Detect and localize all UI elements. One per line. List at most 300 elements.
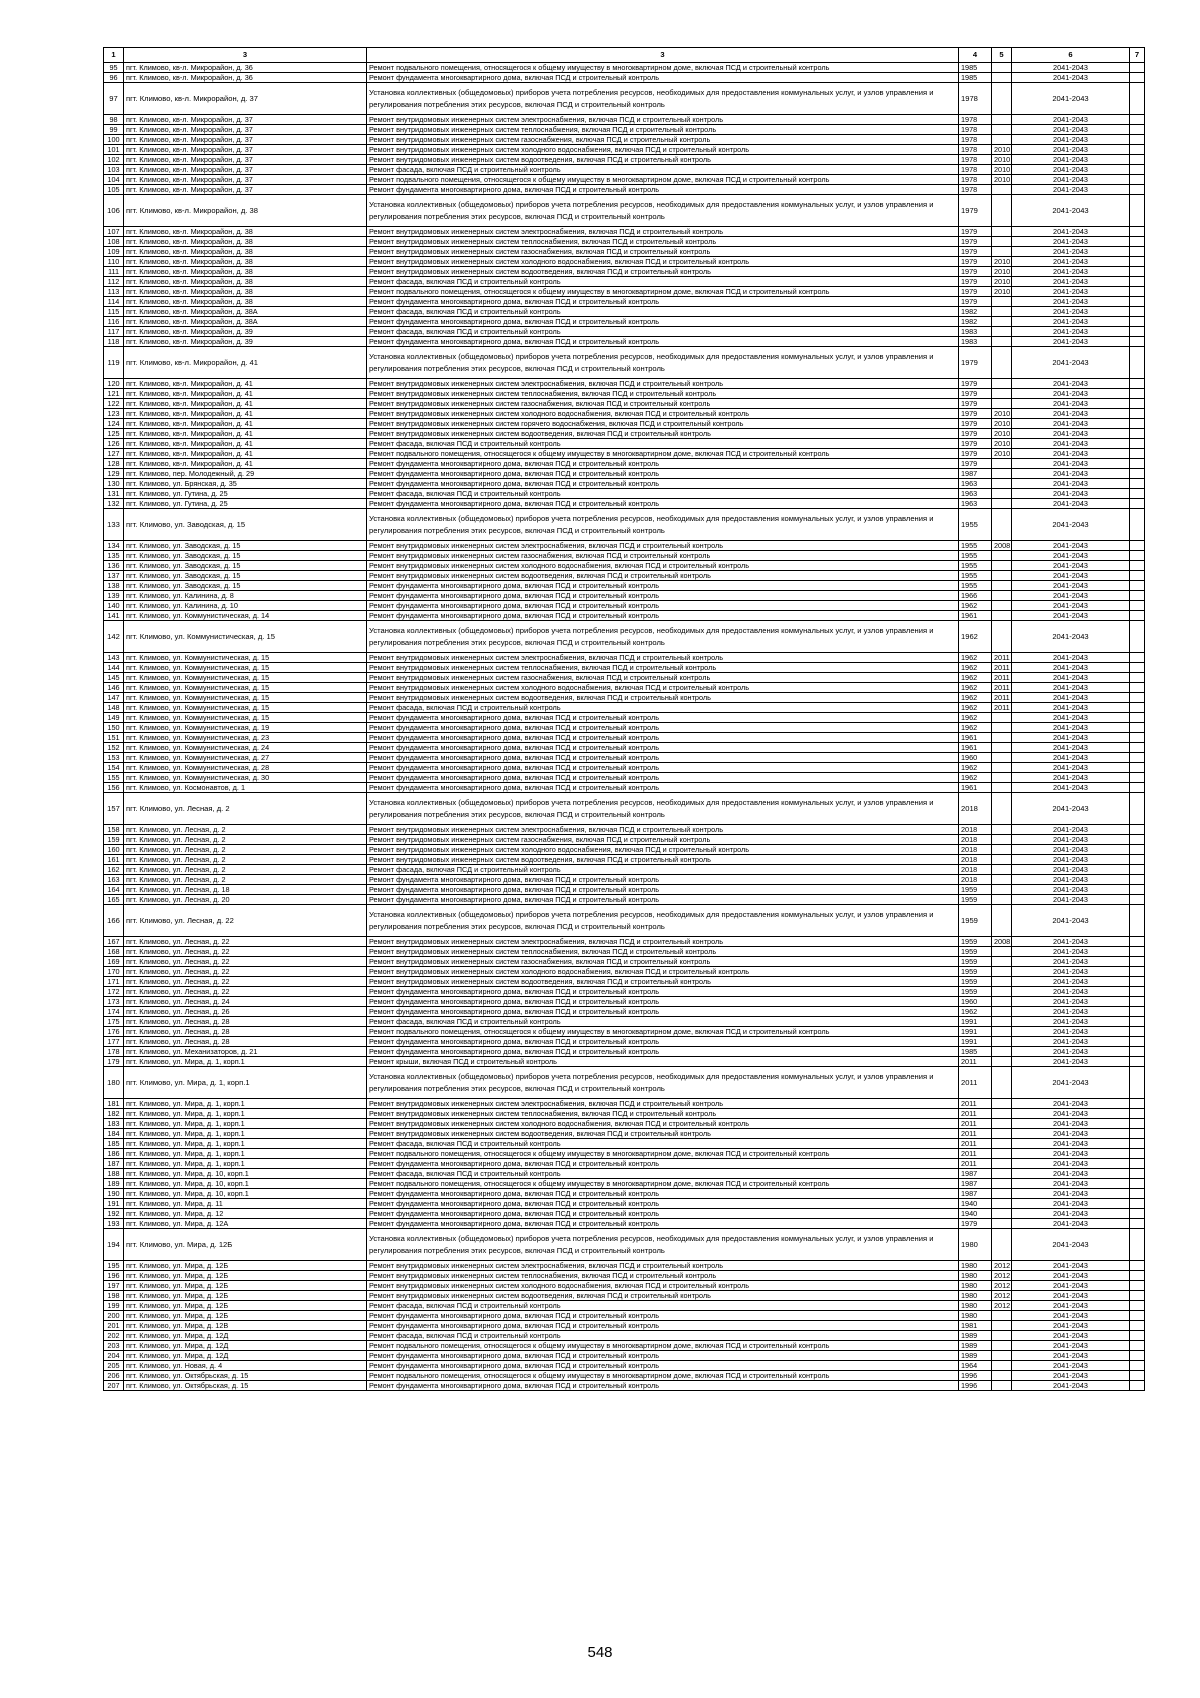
- last-repair-year-cell: [992, 1099, 1012, 1109]
- last-repair-year-cell: [992, 479, 1012, 489]
- last-repair-year-cell: [992, 581, 1012, 591]
- table-row: [104, 509, 1145, 541]
- build-year-cell: 2018: [959, 865, 992, 875]
- extra-cell: [1130, 479, 1145, 489]
- extra-cell: [1130, 115, 1145, 125]
- build-year-cell: 2018: [959, 825, 992, 835]
- row-number-cell: 182: [104, 1109, 124, 1119]
- work-type-cell: Ремонт фундамента многоквартирного дома, включая ПСД и строительный контроль: [367, 1037, 959, 1047]
- extra-cell: [1130, 997, 1145, 1007]
- address-cell: пгт. Климово, ул. Коммунистическая, д. 15: [124, 653, 367, 663]
- build-year-cell: 1962: [959, 653, 992, 663]
- row-number-cell: 178: [104, 1047, 124, 1057]
- row-number-cell: 143: [104, 653, 124, 663]
- last-repair-year-cell: 2012: [992, 1261, 1012, 1271]
- table-row: [104, 489, 1145, 499]
- last-repair-year-cell: [992, 905, 1012, 937]
- extra-cell: [1130, 845, 1145, 855]
- address-cell: пгт. Климово, ул. Коммунистическая, д. 15: [124, 683, 367, 693]
- build-year-cell: 2011: [959, 1159, 992, 1169]
- planned-period-cell: 2041-2043: [1012, 865, 1130, 875]
- planned-period-cell: 2041-2043: [1012, 1301, 1130, 1311]
- work-type-cell: Ремонт внутридомовых инженерных систем теплоснабжения, включая ПСД и строительный контроль: [367, 1271, 959, 1281]
- row-number-cell: 146: [104, 683, 124, 693]
- extra-cell: [1130, 297, 1145, 307]
- row-number-cell: 145: [104, 673, 124, 683]
- planned-period-cell: 2041-2043: [1012, 1099, 1130, 1109]
- row-number-cell: 202: [104, 1331, 124, 1341]
- table-row: [104, 763, 1145, 773]
- row-number-cell: 153: [104, 753, 124, 763]
- work-type-cell: Ремонт фасада, включая ПСД и строительный контроль: [367, 1331, 959, 1341]
- work-type-cell: Ремонт фундамента многоквартирного дома, включая ПСД и строительный контроль: [367, 1361, 959, 1371]
- table-row: [104, 317, 1145, 327]
- extra-cell: [1130, 601, 1145, 611]
- build-year-cell: 1978: [959, 165, 992, 175]
- planned-period-cell: 2041-2043: [1012, 723, 1130, 733]
- planned-period-cell: 2041-2043: [1012, 1381, 1130, 1391]
- address-cell: пгт. Климово, ул. Коммунистическая, д. 15: [124, 703, 367, 713]
- row-number-cell: 130: [104, 479, 124, 489]
- row-number-cell: 97: [104, 83, 124, 115]
- table-row: [104, 247, 1145, 257]
- work-type-cell: Ремонт подвального помещения, относящегося к общему имуществу в многоквартирном доме, включая ПСД и строительный контроль: [367, 1371, 959, 1381]
- planned-period-cell: 2041-2043: [1012, 987, 1130, 997]
- extra-cell: [1130, 287, 1145, 297]
- row-number-cell: 131: [104, 489, 124, 499]
- address-cell: пгт. Климово, ул. Мира, д. 12Б: [124, 1301, 367, 1311]
- work-type-cell: Ремонт фасада, включая ПСД и строительный контроль: [367, 165, 959, 175]
- row-number-cell: 108: [104, 237, 124, 247]
- extra-cell: [1130, 541, 1145, 551]
- work-type-cell: Ремонт фундамента многоквартирного дома, включая ПСД и строительный контроль: [367, 611, 959, 621]
- work-type-cell: Ремонт подвального помещения, относящегося к общему имуществу в многоквартирном доме, включая ПСД и строительный контроль: [367, 449, 959, 459]
- address-cell: пгт. Климово, кв-л. Микрорайон, д. 41: [124, 449, 367, 459]
- planned-period-cell: 2041-2043: [1012, 257, 1130, 267]
- row-number-cell: 201: [104, 1321, 124, 1331]
- row-number-cell: 132: [104, 499, 124, 509]
- build-year-cell: 1961: [959, 611, 992, 621]
- table-row: [104, 1027, 1145, 1037]
- planned-period-cell: 2041-2043: [1012, 175, 1130, 185]
- last-repair-year-cell: [992, 601, 1012, 611]
- last-repair-year-cell: 2010: [992, 267, 1012, 277]
- table-row: [104, 723, 1145, 733]
- planned-period-cell: 2041-2043: [1012, 247, 1130, 257]
- build-year-cell: 1979: [959, 277, 992, 287]
- address-cell: пгт. Климово, ул. Коммунистическая, д. 27: [124, 753, 367, 763]
- planned-period-cell: 2041-2043: [1012, 115, 1130, 125]
- extra-cell: [1130, 1361, 1145, 1371]
- address-cell: пгт. Климово, ул. Коммунистическая, д. 28: [124, 763, 367, 773]
- address-cell: пгт. Климово, ул. Коммунистическая, д. 15: [124, 621, 367, 653]
- extra-cell: [1130, 83, 1145, 115]
- work-type-cell: Ремонт фундамента многоквартирного дома, включая ПСД и строительный контроль: [367, 987, 959, 997]
- build-year-cell: 2018: [959, 845, 992, 855]
- last-repair-year-cell: [992, 875, 1012, 885]
- work-type-cell: Ремонт внутридомовых инженерных систем электроснабжения, включая ПСД и строительный контроль: [367, 379, 959, 389]
- build-year-cell: 2011: [959, 1139, 992, 1149]
- table-row: [104, 237, 1145, 247]
- table-row: [104, 419, 1145, 429]
- table-row: [104, 581, 1145, 591]
- address-cell: пгт. Климово, кв-л. Микрорайон, д. 38: [124, 237, 367, 247]
- row-number-cell: 149: [104, 713, 124, 723]
- build-year-cell: 1987: [959, 1189, 992, 1199]
- row-number-cell: 186: [104, 1149, 124, 1159]
- address-cell: пгт. Климово, кв-л. Микрорайон, д. 37: [124, 135, 367, 145]
- extra-cell: [1130, 489, 1145, 499]
- extra-cell: [1130, 977, 1145, 987]
- work-type-cell: Ремонт фундамента многоквартирного дома, включая ПСД и строительный контроль: [367, 297, 959, 307]
- planned-period-cell: 2041-2043: [1012, 1027, 1130, 1037]
- work-type-cell: Установка коллективных (общедомовых) приборов учета потребления ресурсов, необходимых для предоставления коммунальных услуг, и узлов управления и регулирования потребления этих ресурсов, включая ПСД и строительный контроль: [367, 621, 959, 653]
- build-year-cell: 1962: [959, 703, 992, 713]
- extra-cell: [1130, 591, 1145, 601]
- work-type-cell: Ремонт фундамента многоквартирного дома, включая ПСД и строительный контроль: [367, 73, 959, 83]
- address-cell: пгт. Климово, ул. Гутина, д. 25: [124, 499, 367, 509]
- planned-period-cell: 2041-2043: [1012, 611, 1130, 621]
- planned-period-cell: 2041-2043: [1012, 509, 1130, 541]
- build-year-cell: 1979: [959, 379, 992, 389]
- planned-period-cell: 2041-2043: [1012, 1291, 1130, 1301]
- extra-cell: [1130, 855, 1145, 865]
- address-cell: пгт. Климово, ул. Лесная, д. 28: [124, 1017, 367, 1027]
- work-type-cell: Ремонт фасада, включая ПСД и строительный контроль: [367, 1139, 959, 1149]
- extra-cell: [1130, 1199, 1145, 1209]
- build-year-cell: 1979: [959, 399, 992, 409]
- planned-period-cell: 2041-2043: [1012, 429, 1130, 439]
- build-year-cell: 1940: [959, 1209, 992, 1219]
- row-number-cell: 140: [104, 601, 124, 611]
- last-repair-year-cell: [992, 499, 1012, 509]
- row-number-cell: 148: [104, 703, 124, 713]
- row-number-cell: 158: [104, 825, 124, 835]
- row-number-cell: 119: [104, 347, 124, 379]
- planned-period-cell: 2041-2043: [1012, 479, 1130, 489]
- build-year-cell: 1955: [959, 551, 992, 561]
- extra-cell: [1130, 145, 1145, 155]
- work-type-cell: Ремонт внутридомовых инженерных систем водоотведения, включая ПСД и строительный контроль: [367, 267, 959, 277]
- build-year-cell: 1962: [959, 621, 992, 653]
- address-cell: пгт. Климово, ул. Мира, д. 12Б: [124, 1281, 367, 1291]
- build-year-cell: 1962: [959, 773, 992, 783]
- build-year-cell: 1985: [959, 63, 992, 73]
- table-row: [104, 1281, 1145, 1291]
- address-cell: пгт. Климово, ул. Коммунистическая, д. 15: [124, 713, 367, 723]
- planned-period-cell: 2041-2043: [1012, 653, 1130, 663]
- address-cell: пгт. Климово, ул. Заводская, д. 15: [124, 551, 367, 561]
- last-repair-year-cell: [992, 793, 1012, 825]
- table-row: [104, 1229, 1145, 1261]
- planned-period-cell: 2041-2043: [1012, 399, 1130, 409]
- row-number-cell: 189: [104, 1179, 124, 1189]
- build-year-cell: 1985: [959, 1047, 992, 1057]
- address-cell: пгт. Климово, ул. Лесная, д. 22: [124, 937, 367, 947]
- work-type-cell: Ремонт фундамента многоквартирного дома, включая ПСД и строительный контроль: [367, 1311, 959, 1321]
- build-year-cell: 1983: [959, 327, 992, 337]
- extra-cell: [1130, 561, 1145, 571]
- row-number-cell: 121: [104, 389, 124, 399]
- extra-cell: [1130, 1351, 1145, 1361]
- extra-cell: [1130, 277, 1145, 287]
- address-cell: пгт. Климово, ул. Мира, д. 10, корп.1: [124, 1169, 367, 1179]
- extra-cell: [1130, 783, 1145, 793]
- last-repair-year-cell: [992, 135, 1012, 145]
- address-cell: пгт. Климово, кв-л. Микрорайон, д. 37: [124, 145, 367, 155]
- table-row: [104, 683, 1145, 693]
- build-year-cell: 2018: [959, 875, 992, 885]
- row-number-cell: 138: [104, 581, 124, 591]
- work-type-cell: Ремонт фундамента многоквартирного дома, включая ПСД и строительный контроль: [367, 601, 959, 611]
- address-cell: пгт. Климово, ул. Мира, д. 1, корп.1: [124, 1067, 367, 1099]
- address-cell: пгт. Климово, ул. Лесная, д. 28: [124, 1027, 367, 1037]
- extra-cell: [1130, 509, 1145, 541]
- last-repair-year-cell: [992, 1149, 1012, 1159]
- address-cell: пгт. Климово, ул. Мира, д. 12А: [124, 1219, 367, 1229]
- planned-period-cell: 2041-2043: [1012, 1331, 1130, 1341]
- table-row: [104, 783, 1145, 793]
- table-row: [104, 733, 1145, 743]
- last-repair-year-cell: [992, 591, 1012, 601]
- last-repair-year-cell: [992, 469, 1012, 479]
- work-type-cell: Ремонт фундамента многоквартирного дома, включая ПСД и строительный контроль: [367, 753, 959, 763]
- table-row: [104, 601, 1145, 611]
- build-year-cell: 1980: [959, 1281, 992, 1291]
- extra-cell: [1130, 1169, 1145, 1179]
- table-row: [104, 185, 1145, 195]
- build-year-cell: 1978: [959, 155, 992, 165]
- planned-period-cell: 2041-2043: [1012, 1261, 1130, 1271]
- planned-period-cell: 2041-2043: [1012, 379, 1130, 389]
- last-repair-year-cell: 2012: [992, 1291, 1012, 1301]
- table-row: [104, 429, 1145, 439]
- last-repair-year-cell: [992, 967, 1012, 977]
- planned-period-cell: 2041-2043: [1012, 591, 1130, 601]
- address-cell: пгт. Климово, кв-л. Микрорайон, д. 38А: [124, 307, 367, 317]
- work-type-cell: Ремонт внутридомовых инженерных систем газоснабжения, включая ПСД и строительный контроль: [367, 399, 959, 409]
- table-row: [104, 845, 1145, 855]
- address-cell: пгт. Климово, ул. Мира, д. 1, корп.1: [124, 1129, 367, 1139]
- table-row: [104, 379, 1145, 389]
- address-cell: пгт. Климово, кв-л. Микрорайон, д. 41: [124, 419, 367, 429]
- row-number-cell: 166: [104, 905, 124, 937]
- last-repair-year-cell: [992, 825, 1012, 835]
- planned-period-cell: 2041-2043: [1012, 1229, 1130, 1261]
- last-repair-year-cell: [992, 753, 1012, 763]
- row-number-cell: 200: [104, 1311, 124, 1321]
- build-year-cell: 1982: [959, 307, 992, 317]
- last-repair-year-cell: [992, 1199, 1012, 1209]
- address-cell: пгт. Климово, ул. Лесная, д. 22: [124, 987, 367, 997]
- work-type-cell: Ремонт внутридомовых инженерных систем теплоснабжения, включая ПСД и строительный контроль: [367, 237, 959, 247]
- table-row: [104, 73, 1145, 83]
- row-number-cell: 160: [104, 845, 124, 855]
- build-year-cell: 1955: [959, 541, 992, 551]
- work-type-cell: Ремонт фундамента многоквартирного дома, включая ПСД и строительный контроль: [367, 185, 959, 195]
- extra-cell: [1130, 1129, 1145, 1139]
- last-repair-year-cell: 2010: [992, 419, 1012, 429]
- row-number-cell: 98: [104, 115, 124, 125]
- row-number-cell: 175: [104, 1017, 124, 1027]
- work-type-cell: Ремонт фасада, включая ПСД и строительный контроль: [367, 327, 959, 337]
- planned-period-cell: 2041-2043: [1012, 783, 1130, 793]
- last-repair-year-cell: 2011: [992, 703, 1012, 713]
- extra-cell: [1130, 571, 1145, 581]
- capital-repair-table: [103, 47, 1145, 1391]
- row-number-cell: 194: [104, 1229, 124, 1261]
- extra-cell: [1130, 257, 1145, 267]
- row-number-cell: 170: [104, 967, 124, 977]
- last-repair-year-cell: [992, 1229, 1012, 1261]
- address-cell: пгт. Климово, ул. Мира, д. 12Б: [124, 1311, 367, 1321]
- address-cell: пгт. Климово, кв-л. Микрорайон, д. 41: [124, 389, 367, 399]
- row-number-cell: 184: [104, 1129, 124, 1139]
- table-row: [104, 307, 1145, 317]
- last-repair-year-cell: [992, 733, 1012, 743]
- address-cell: пгт. Климово, ул. Лесная, д. 2: [124, 875, 367, 885]
- extra-cell: [1130, 469, 1145, 479]
- last-repair-year-cell: [992, 895, 1012, 905]
- work-type-cell: Ремонт внутридомовых инженерных систем теплоснабжения, включая ПСД и строительный контроль: [367, 389, 959, 399]
- extra-cell: [1130, 429, 1145, 439]
- extra-cell: [1130, 267, 1145, 277]
- address-cell: пгт. Климово, ул. Мира, д. 12Б: [124, 1261, 367, 1271]
- table-row: [104, 449, 1145, 459]
- build-year-cell: 1959: [959, 895, 992, 905]
- table-row: [104, 703, 1145, 713]
- table-row: [104, 977, 1145, 987]
- work-type-cell: Ремонт внутридомовых инженерных систем холодного водоснабжения, включая ПСД и строительный контроль: [367, 561, 959, 571]
- work-type-cell: Ремонт внутридомовых инженерных систем теплоснабжения, включая ПСД и строительный контроль: [367, 125, 959, 135]
- build-year-cell: 1982: [959, 317, 992, 327]
- planned-period-cell: 2041-2043: [1012, 165, 1130, 175]
- planned-period-cell: 2041-2043: [1012, 1209, 1130, 1219]
- table-row: [104, 1169, 1145, 1179]
- last-repair-year-cell: [992, 73, 1012, 83]
- planned-period-cell: 2041-2043: [1012, 1119, 1130, 1129]
- extra-cell: [1130, 1301, 1145, 1311]
- planned-period-cell: 2041-2043: [1012, 1037, 1130, 1047]
- table-row: [104, 1381, 1145, 1391]
- address-cell: пгт. Климово, кв-л. Микрорайон, д. 39: [124, 327, 367, 337]
- work-type-cell: Ремонт внутридомовых инженерных систем горячего водоснабжения, включая ПСД и строительный контроль: [367, 419, 959, 429]
- address-cell: пгт. Климово, кв-л. Микрорайон, д. 41: [124, 439, 367, 449]
- table-row: [104, 1057, 1145, 1067]
- planned-period-cell: 2041-2043: [1012, 1361, 1130, 1371]
- build-year-cell: 1987: [959, 469, 992, 479]
- build-year-cell: 1983: [959, 337, 992, 347]
- build-year-cell: 1961: [959, 743, 992, 753]
- address-cell: пгт. Климово, кв-л. Микрорайон, д. 37: [124, 115, 367, 125]
- last-repair-year-cell: [992, 835, 1012, 845]
- planned-period-cell: 2041-2043: [1012, 145, 1130, 155]
- row-number-cell: 159: [104, 835, 124, 845]
- table-row: [104, 1291, 1145, 1301]
- address-cell: пгт. Климово, ул. Мира, д. 12Б: [124, 1229, 367, 1261]
- last-repair-year-cell: [992, 63, 1012, 73]
- row-number-cell: 197: [104, 1281, 124, 1291]
- row-number-cell: 185: [104, 1139, 124, 1149]
- last-repair-year-cell: [992, 1129, 1012, 1139]
- last-repair-year-cell: 2010: [992, 165, 1012, 175]
- address-cell: пгт. Климово, кв-л. Микрорайон, д. 41: [124, 399, 367, 409]
- extra-cell: [1130, 1321, 1145, 1331]
- planned-period-cell: 2041-2043: [1012, 1149, 1130, 1159]
- row-number-cell: 154: [104, 763, 124, 773]
- last-repair-year-cell: [992, 389, 1012, 399]
- planned-period-cell: 2041-2043: [1012, 977, 1130, 987]
- build-year-cell: 2018: [959, 793, 992, 825]
- build-year-cell: 1963: [959, 499, 992, 509]
- table-row: [104, 347, 1145, 379]
- build-year-cell: 1962: [959, 713, 992, 723]
- planned-period-cell: 2041-2043: [1012, 733, 1130, 743]
- planned-period-cell: 2041-2043: [1012, 307, 1130, 317]
- work-type-cell: Ремонт внутридомовых инженерных систем холодного водоснабжения, включая ПСД и строительный контроль: [367, 257, 959, 267]
- header-cell-1: 1: [104, 48, 124, 63]
- build-year-cell: 1962: [959, 763, 992, 773]
- address-cell: пгт. Климово, кв-л. Микрорайон, д. 36: [124, 63, 367, 73]
- table-row: [104, 673, 1145, 683]
- row-number-cell: 133: [104, 509, 124, 541]
- last-repair-year-cell: [992, 459, 1012, 469]
- work-type-cell: Ремонт фасада, включая ПСД и строительный контроль: [367, 489, 959, 499]
- planned-period-cell: 2041-2043: [1012, 561, 1130, 571]
- table-row: [104, 1139, 1145, 1149]
- row-number-cell: 99: [104, 125, 124, 135]
- last-repair-year-cell: 2010: [992, 277, 1012, 287]
- table-row: [104, 1271, 1145, 1281]
- planned-period-cell: 2041-2043: [1012, 937, 1130, 947]
- build-year-cell: 1979: [959, 267, 992, 277]
- row-number-cell: 151: [104, 733, 124, 743]
- work-type-cell: Ремонт фасада, включая ПСД и строительный контроль: [367, 307, 959, 317]
- build-year-cell: 1978: [959, 185, 992, 195]
- build-year-cell: 1960: [959, 753, 992, 763]
- work-type-cell: Ремонт внутридомовых инженерных систем водоотведения, включая ПСД и строительный контроль: [367, 1291, 959, 1301]
- page-number: 548: [587, 1644, 613, 1661]
- build-year-cell: 1962: [959, 693, 992, 703]
- build-year-cell: 2011: [959, 1149, 992, 1159]
- extra-cell: [1130, 459, 1145, 469]
- address-cell: пгт. Климово, кв-л. Микрорайон, д. 37: [124, 83, 367, 115]
- row-number-cell: 104: [104, 175, 124, 185]
- table-row: [104, 1067, 1145, 1099]
- row-number-cell: 169: [104, 957, 124, 967]
- work-type-cell: Ремонт фундамента многоквартирного дома, включая ПСД и строительный контроль: [367, 1351, 959, 1361]
- extra-cell: [1130, 773, 1145, 783]
- last-repair-year-cell: [992, 1371, 1012, 1381]
- table-row: [104, 175, 1145, 185]
- address-cell: пгт. Климово, ул. Гутина, д. 25: [124, 489, 367, 499]
- row-number-cell: 142: [104, 621, 124, 653]
- address-cell: пгт. Климово, ул. Калинина, д. 8: [124, 591, 367, 601]
- address-cell: пгт. Климово, ул. Лесная, д. 22: [124, 947, 367, 957]
- table-row: [104, 257, 1145, 267]
- work-type-cell: Ремонт фундамента многоквартирного дома, включая ПСД и строительный контроль: [367, 1189, 959, 1199]
- row-number-cell: 181: [104, 1099, 124, 1109]
- extra-cell: [1130, 693, 1145, 703]
- address-cell: пгт. Климово, ул. Заводская, д. 15: [124, 571, 367, 581]
- work-type-cell: Ремонт внутридомовых инженерных систем холодного водоснабжения, включая ПСД и строительный контроль: [367, 967, 959, 977]
- planned-period-cell: 2041-2043: [1012, 1219, 1130, 1229]
- work-type-cell: Ремонт внутридомовых инженерных систем водоотведения, включая ПСД и строительный контроль: [367, 429, 959, 439]
- table-row: [104, 227, 1145, 237]
- address-cell: пгт. Климово, кв-л. Микрорайон, д. 41: [124, 347, 367, 379]
- row-number-cell: 192: [104, 1209, 124, 1219]
- row-number-cell: 125: [104, 429, 124, 439]
